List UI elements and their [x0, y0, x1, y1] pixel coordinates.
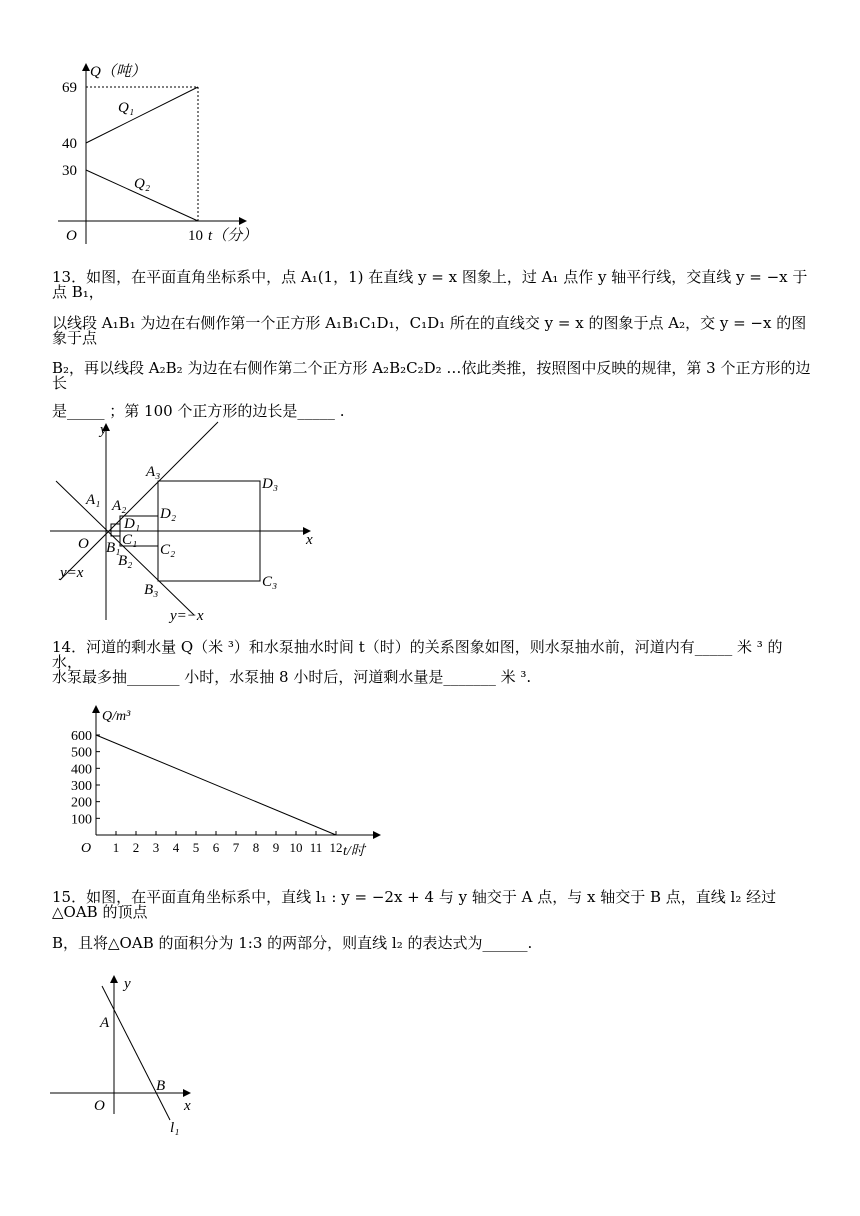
q1-label: Q₁	[118, 100, 135, 116]
label-y: y	[124, 976, 131, 992]
q13-line-4: 是_____ ；第 100 个正方形的边长是_____ .	[52, 402, 345, 420]
figure-q13	[50, 420, 320, 626]
figure-q13-graph	[50, 420, 320, 626]
y-tick-69: 69	[62, 80, 77, 96]
y-tick-label: 100	[71, 812, 92, 828]
y-axis-label: Q（吨）	[90, 64, 146, 80]
y-axis-label: Q/m³	[102, 709, 131, 724]
x-tick-label: 3	[152, 840, 160, 855]
y-tick-label: 300	[71, 778, 92, 794]
q13-line-3: B₂，再以线段 A₂B₂ 为边在右侧作第二个正方形 A₂B₂C₂D₂ …依此类推，按照图中反映的规律，第 3 个正方形的边长	[52, 359, 811, 392]
label-B3: B₃	[144, 582, 159, 598]
label-B2: B₂	[118, 553, 133, 569]
x-tick-10: 10	[188, 228, 203, 244]
label-D2: D₂	[160, 506, 177, 522]
figure-q15	[50, 972, 210, 1138]
label-O: O	[78, 536, 89, 552]
x-tick-label: 5	[192, 840, 200, 855]
line-y-equals-x	[60, 422, 218, 580]
y-tick-label: 200	[71, 795, 92, 811]
label-x: x	[184, 1098, 191, 1114]
origin-label: O	[66, 228, 77, 244]
label-D1: D₁	[124, 516, 141, 532]
figure-q12	[58, 58, 258, 248]
line-q1	[86, 87, 198, 143]
q13-line-1: 13．如图，在平面直角坐标系中，点 A₁(1，1) 在直线 y = x 图象上，过 A₁ 点作 y 轴平行线，交直线 y = −x 于点 B₁，	[52, 268, 808, 301]
q14-line-2: 水泵最多抽_______ 小时，水泵抽 8 小时后，河道剩水量是_______ 米 ³.	[52, 668, 532, 686]
x-tick-label: 9	[272, 840, 280, 855]
label-A1: A₁	[86, 492, 101, 508]
label-y-equals-x: y=x	[60, 565, 84, 581]
y-tick-30: 30	[62, 163, 77, 179]
x-tick-label: 7	[232, 840, 240, 855]
label-D3: D₃	[262, 476, 279, 492]
line-l1	[102, 986, 170, 1120]
figure-q12-graph	[58, 58, 258, 248]
x-tick-label: 8	[252, 840, 260, 855]
x-tick-label: 1	[112, 840, 120, 855]
x-axis-label: t/时	[343, 844, 365, 859]
label-A3: A₃	[146, 464, 161, 480]
square-1	[111, 524, 120, 536]
y-tick-label: 500	[71, 745, 92, 761]
figure-q15-graph	[50, 972, 210, 1138]
x-tick-label: 11	[309, 840, 323, 855]
y-tick-label: 600	[71, 728, 92, 744]
label-A: A	[100, 1015, 110, 1031]
label-C3: C₃	[262, 574, 278, 590]
x-tick-label: 2	[132, 840, 140, 855]
y-tick-40: 40	[62, 136, 77, 152]
q2-label: Q₂	[134, 176, 151, 192]
label-B1: B₁	[106, 540, 121, 556]
y-tick-label: 400	[71, 762, 92, 778]
figure-q14	[62, 700, 392, 865]
x-tick-label: 6	[212, 840, 220, 855]
label-C2: C₂	[160, 542, 176, 558]
x-tick-label: 10	[289, 840, 303, 855]
label-O: O	[94, 1098, 105, 1114]
figure-q14-chart	[62, 700, 392, 865]
q13-line-2: 以线段 A₁B₁ 为边在右侧作第一个正方形 A₁B₁C₁D₁，C₁D₁ 所在的直线交 y = x 的图象于点 A₂，交 y = −x 的图象于点	[52, 314, 807, 347]
x-axis-label: t（分）	[208, 228, 258, 244]
q15-line-2: B，且将△OAB 的面积分为 1:3 的两部分，则直线 l₂ 的表达式为______.	[52, 934, 533, 952]
label-y: y	[100, 422, 107, 438]
series-line	[96, 735, 336, 835]
label-B: B	[156, 1078, 166, 1094]
q14-line-1: 14．河道的剩水量 Q（米 ³）和水泵抽水时间 t（时）的关系图象如图，则水泵抽水前，河道内有_____ 米 ³ 的水，	[52, 638, 783, 671]
x-tick-label: 4	[172, 840, 180, 855]
label-x: x	[306, 532, 313, 548]
label-C1: C₁	[122, 532, 138, 548]
label-A2: A₂	[112, 498, 127, 514]
origin-label: O	[80, 841, 92, 856]
x-tick-label: 12	[329, 840, 343, 855]
label-l1: l₁	[170, 1120, 180, 1136]
q15-line-1: 15．如图，在平面直角坐标系中，直线 l₁ : y = −2x + 4 与 y 轴交于 A 点，与 x 轴交于 B 点，直线 l₂ 经过△OAB 的顶点	[52, 888, 777, 921]
label-y-equals-neg-x: y=−x	[170, 608, 204, 624]
